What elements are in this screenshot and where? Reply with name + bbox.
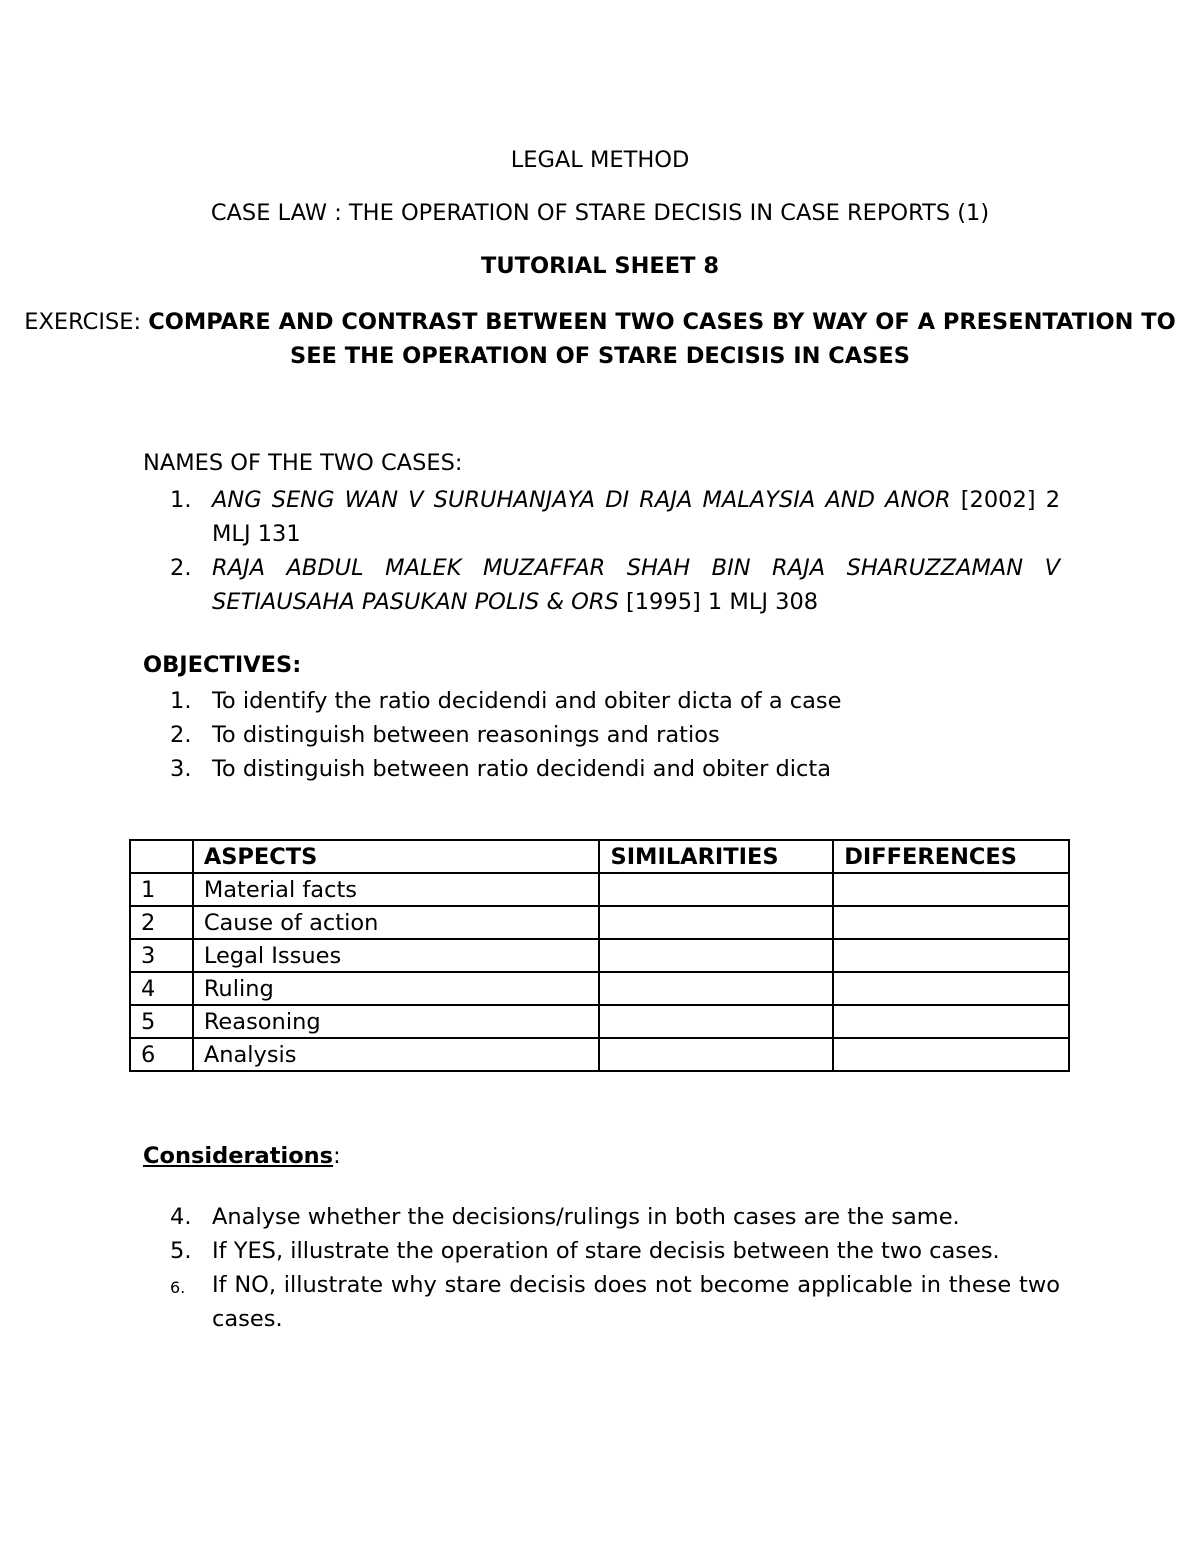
objective-item [170, 684, 1060, 718]
objective-text: To distinguish between ratio decidendi and obiter dicta [212, 756, 832, 782]
consideration-text: If YES, illustrate the operation of stare decisis between the two cases. [212, 1238, 1000, 1264]
table-row [130, 1038, 1069, 1071]
table-header-row [130, 840, 1069, 873]
objective-number: 2. [170, 722, 192, 748]
row-aspect: Legal Issues [193, 939, 600, 972]
case-number: 2. [170, 555, 192, 581]
consideration-number: 5. [170, 1238, 192, 1264]
table-row [130, 906, 1069, 939]
similarities-cell [599, 939, 833, 972]
differences-cell [833, 972, 1069, 1005]
row-number: 5 [130, 1005, 193, 1038]
similarities-cell [599, 873, 833, 906]
consideration-item [170, 1268, 1060, 1336]
differences-cell [833, 1005, 1069, 1038]
considerations-title: Considerations [143, 1143, 334, 1169]
table-row [130, 873, 1069, 906]
table-row [130, 972, 1069, 1005]
sheet-title: TUTORIAL SHEET 8 [481, 253, 719, 279]
row-aspect: Ruling [193, 972, 600, 1005]
case-number: 1. [170, 487, 192, 513]
differences-cell [833, 873, 1069, 906]
considerations-label [143, 1143, 341, 1169]
row-aspect: Material facts [193, 873, 600, 906]
row-number: 4 [130, 972, 193, 1005]
header-cell-similarities: SIMILARITIES [599, 840, 833, 873]
consideration-number: 4. [170, 1204, 192, 1230]
differences-cell [833, 906, 1069, 939]
consideration-number: 6. [170, 1278, 186, 1297]
objective-item [170, 752, 1060, 786]
objective-number: 3. [170, 756, 192, 782]
course-title: LEGAL METHOD [510, 147, 690, 173]
similarities-cell [599, 906, 833, 939]
objective-number: 1. [170, 688, 192, 714]
differences-cell [833, 939, 1069, 972]
objective-item [170, 718, 1060, 752]
objective-text: To identify the ratio decidendi and obiter dicta of a case [212, 688, 842, 714]
consideration-text: Analyse whether the decisions/rulings in both cases are the same. [212, 1204, 960, 1230]
objective-text: To distinguish between reasonings and ratios [212, 722, 720, 748]
row-number: 6 [130, 1038, 193, 1071]
row-aspect: Analysis [193, 1038, 600, 1071]
case-item [170, 551, 1060, 619]
objectives-list [170, 684, 1060, 786]
case-citation: [2002] 2 MLJ 131 [212, 487, 1061, 547]
header-cell-aspects: ASPECTS [193, 840, 600, 873]
row-aspect: Cause of action [193, 906, 600, 939]
table-row [130, 939, 1069, 972]
case-name: ANG SENG WAN V SURUHANJAYA DI RAJA MALAYSIA AND ANOR [212, 487, 951, 513]
document-subtitle: CASE LAW : THE OPERATION OF STARE DECISIS IN CASE REPORTS (1) [210, 200, 990, 226]
considerations-colon: : [333, 1143, 341, 1169]
row-number: 1 [130, 873, 193, 906]
similarities-cell [599, 1038, 833, 1071]
exercise-heading [0, 305, 1200, 373]
header-cell-differences: DIFFERENCES [833, 840, 1069, 873]
consideration-item [170, 1234, 1060, 1268]
considerations-list [170, 1200, 1060, 1336]
row-number: 2 [130, 906, 193, 939]
similarities-cell [599, 1005, 833, 1038]
header-cell-number [130, 840, 193, 873]
case-item [170, 483, 1060, 551]
consideration-item [170, 1200, 1060, 1234]
case-citation: [1995] 1 MLJ 308 [618, 589, 819, 615]
exercise-text: COMPARE AND CONTRAST BETWEEN TWO CASES BY WAY OF A PRESENTATION TO SEE THE OPERATION OF STARE DECISIS IN CASES [148, 309, 1176, 369]
case-name: RAJA ABDUL MALEK MUZAFFAR SHAH BIN RAJA SHARUZZAMAN V SETIAUSAHA PASUKAN POLIS & ORS [212, 555, 1060, 615]
objectives-label: OBJECTIVES: [143, 652, 302, 678]
row-number: 3 [130, 939, 193, 972]
table-row [130, 1005, 1069, 1038]
aspects-table [129, 839, 1070, 1072]
similarities-cell [599, 972, 833, 1005]
cases-label: NAMES OF THE TWO CASES: [143, 450, 463, 476]
differences-cell [833, 1038, 1069, 1071]
consideration-text: If NO, illustrate why stare decisis does not become applicable in these two cases. [212, 1272, 1060, 1332]
row-aspect: Reasoning [193, 1005, 600, 1038]
exercise-prefix: EXERCISE: [24, 309, 149, 335]
cases-list [170, 483, 1060, 619]
